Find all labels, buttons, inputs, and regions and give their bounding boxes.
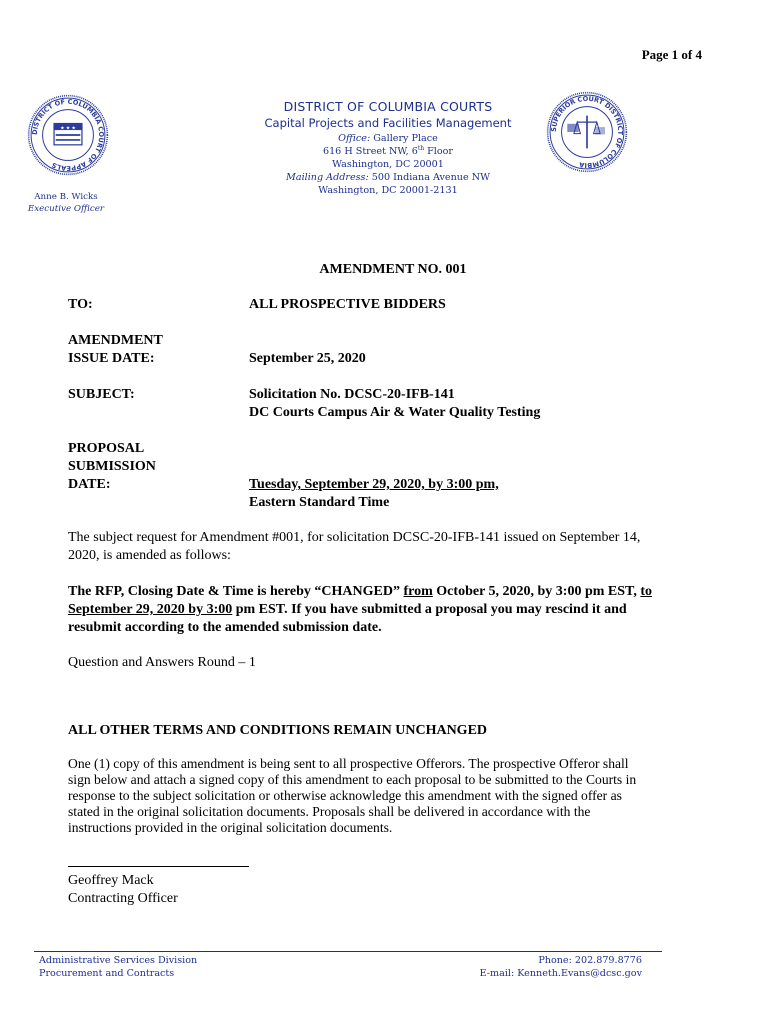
- change-part2: October 5, 2020, by 3:00 pm EST,: [432, 584, 641, 599]
- footer-divider: [34, 951, 662, 952]
- to-label: TO:: [68, 297, 93, 312]
- subject-line2: DC Courts Campus Air & Water Quality Testing: [249, 405, 541, 420]
- office-value: Gallery Place: [373, 133, 438, 144]
- office-address: [240, 132, 536, 145]
- officer-title: Executive Officer: [27, 204, 105, 214]
- page-indicator: Page 1 of 4: [641, 47, 702, 62]
- subject-line1: Solicitation No. DCSC-20-IFB-141: [249, 387, 455, 402]
- right-seal-ring-text: SUPERIOR COURT DISTRICT OF COLUMBIA: [549, 94, 625, 170]
- organization-name: DISTRICT OF COLUMBIA COURTS: [283, 99, 493, 114]
- copy-line3: response to the subject solicitation or otherwise acknowledge this amendment with the signed offer as: [68, 788, 622, 803]
- terms-heading: ALL OTHER TERMS AND CONDITIONS REMAIN UNCHANGED: [68, 723, 488, 738]
- proposal-value-line2: Eastern Standard Time: [249, 495, 390, 510]
- issue-label-line2: ISSUE DATE:: [68, 351, 155, 366]
- change-line3: resubmit according to the amended submission date.: [68, 620, 382, 635]
- amendment-title: AMENDMENT NO. 001: [319, 262, 467, 277]
- copy-line4: stated in the original solicitation documents. Proposals shall be delivered in accordance with the: [68, 804, 591, 819]
- change-from: from: [403, 584, 433, 599]
- footer-left-line2: Procurement and Contracts: [39, 968, 175, 979]
- intro-line1: The subject request for Amendment #001, for solicitation DCSC-20-IFB-141 issued on September 14,: [68, 530, 641, 545]
- street-address: [240, 145, 536, 158]
- letterhead: [240, 98, 536, 197]
- proposal-label-line3: DATE:: [68, 477, 111, 492]
- mailing-value: 500 Indiana Avenue NW: [371, 172, 490, 183]
- office-city: Washington, DC 20001: [332, 159, 444, 170]
- footer-contact: [480, 954, 642, 980]
- issue-label-line1: AMENDMENT: [68, 333, 163, 348]
- mailing-city: Washington, DC 20001-2131: [318, 185, 458, 196]
- svg-text:★ ★ ★: ★ ★ ★: [60, 126, 76, 132]
- change-new-date: September 29, 2020 by 3:00: [68, 602, 233, 617]
- copy-line5: instructions provided in the original solicitation documents.: [68, 820, 393, 835]
- copy-line2: sign below and attach a signed copy of this amendment to each proposal to be submitted to the Courts in: [68, 772, 637, 787]
- proposal-date-value: [249, 476, 499, 512]
- change-line1: [68, 583, 708, 601]
- left-seal-ring-text: DISTRICT OF COLUMBIA COURT OF APPEALS: [30, 97, 106, 173]
- question-answers-heading: Question and Answers Round – 1: [68, 655, 256, 670]
- subject-label: SUBJECT:: [68, 387, 135, 402]
- footer-email[interactable]: E-mail: Kenneth.Evans@dcsc.gov: [479, 968, 642, 979]
- street-suffix: Floor: [424, 146, 454, 157]
- signer-title: Contracting Officer: [68, 891, 178, 906]
- proposal-label-line1: PROPOSAL: [68, 441, 145, 456]
- signature-block: [68, 872, 708, 908]
- change-line2: [68, 601, 708, 619]
- mailing-label: Mailing Address:: [286, 172, 369, 183]
- proposal-date-label: [68, 440, 156, 494]
- change-part3: pm EST. If you have submitted a proposal you may rescind it and: [232, 602, 627, 617]
- street-sup: th: [417, 144, 425, 152]
- issue-date-value: September 25, 2020: [249, 351, 366, 366]
- superior-court-seal-icon: [546, 91, 628, 173]
- dc-court-of-appeals-seal-icon: [27, 94, 109, 176]
- division-name: Capital Projects and Facilities Management: [264, 116, 512, 130]
- footer-phone: Phone: 202.879.8776: [538, 955, 642, 966]
- closing-date-change: [68, 583, 708, 637]
- copy-paragraph: [68, 756, 708, 836]
- office-label: Office:: [338, 133, 371, 144]
- change-to: to: [640, 584, 653, 599]
- signature-line: [68, 866, 249, 867]
- signer-name: Geoffrey Mack: [68, 873, 154, 888]
- footer-division: [39, 954, 197, 980]
- footer-left-line1: Administrative Services Division: [39, 955, 198, 966]
- executive-officer: [24, 191, 108, 215]
- intro-line2: 2020, is amended as follows:: [68, 548, 231, 563]
- street-text: 616 H Street NW, 6: [322, 146, 418, 157]
- copy-line1: One (1) copy of this amendment is being sent to all prospective Offerors. The prospective Offeror shall: [68, 756, 629, 771]
- change-part1: The RFP, Closing Date & Time is hereby “CHANGED”: [68, 584, 404, 599]
- mailing-address: [240, 171, 536, 184]
- subject-value: [249, 386, 540, 422]
- issue-date-label: [68, 332, 163, 368]
- to-value: ALL PROSPECTIVE BIDDERS: [249, 297, 446, 312]
- officer-name: Anne B. Wicks: [34, 192, 98, 202]
- proposal-label-line2: SUBMISSION: [68, 459, 156, 474]
- intro-paragraph: [68, 529, 708, 565]
- proposal-value-line1: Tuesday, September 29, 2020, by 3:00 pm,: [249, 477, 499, 492]
